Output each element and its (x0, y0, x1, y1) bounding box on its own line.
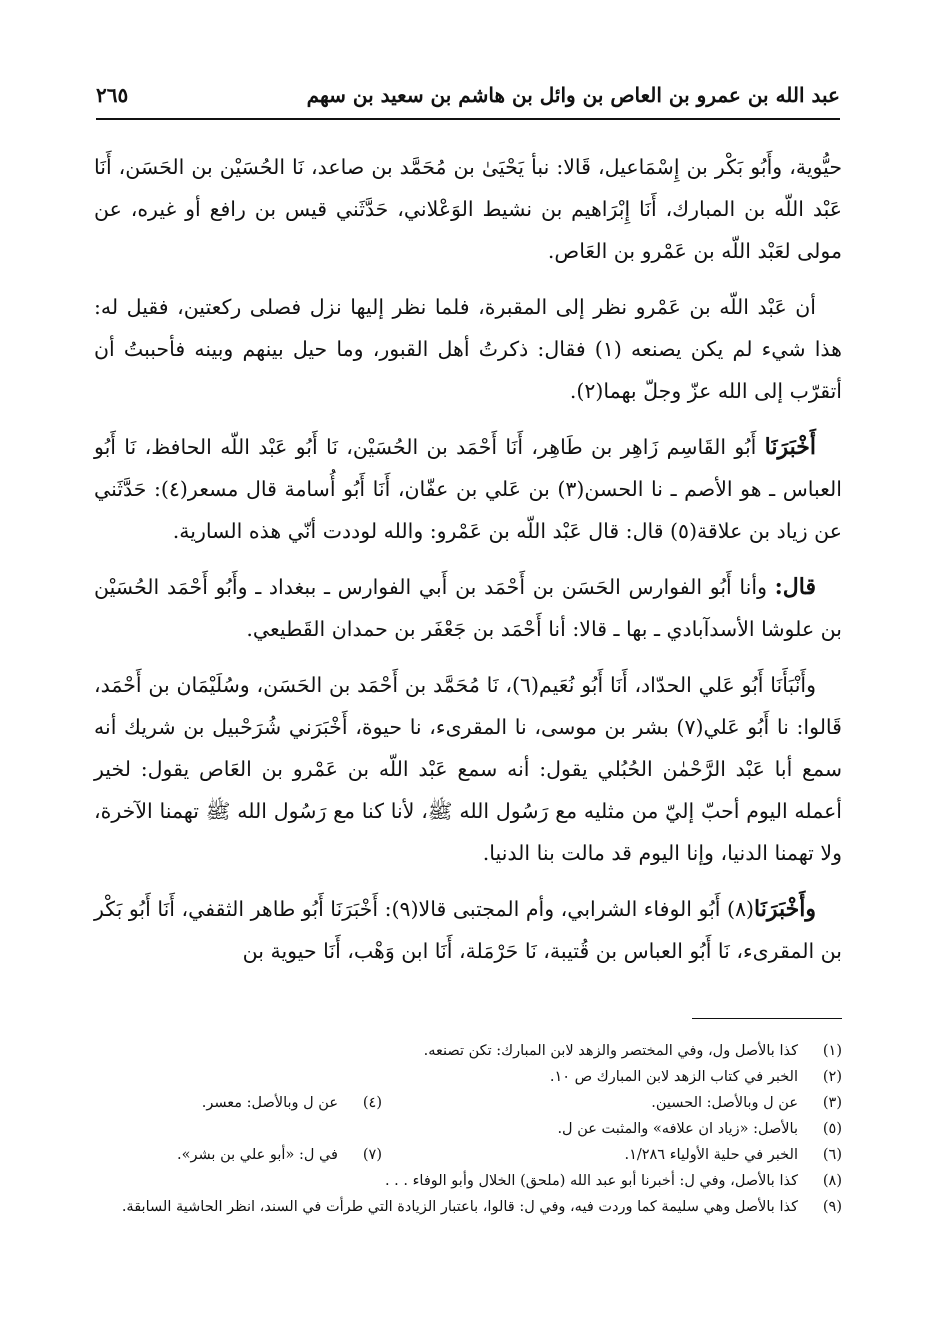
paragraph-text: أن عَبْد اللّه بن عَمْرو نظر إلى المقبرة، فلما نظر إليها نزل فصلى ركعتين، فقيل له: هذا شيء لم يكن يصنعه (١) فقال: ذكرتُ أهل القبور، وما حيل بينهم وبينه فأحببتُ أن أتقرّب إلى الله عزّ وجلّ بهما(٢). (94, 295, 842, 403)
footnote-text: الخبر في كتاب الزهد لابن المبارك ص ١٠. (549, 1069, 798, 1085)
footnote-number: (٣) (822, 1095, 842, 1111)
footnote-text: كذا بالأصل وهي سليمة كما وردت فيه، وفي ل: قالوا، باعتبار الزيادة التي طرأت في السند، انظر الحاشية السابقة. (121, 1199, 798, 1215)
footnote-number: (٨) (822, 1173, 842, 1189)
footnote-number: (٢) (822, 1069, 842, 1085)
paragraph (94, 146, 842, 272)
header-rule (96, 118, 840, 120)
footnote (202, 1090, 382, 1116)
footnote-text: عن ل وبالأصل: الحسين. (651, 1095, 798, 1111)
footnote-text: بالأصل: «زياد ان علافه» والمثبت عن ل. (557, 1121, 798, 1137)
footnote-pair (94, 1142, 842, 1168)
paragraph-text: (٨) أَبُو الوفاء الشرابي، وأم المجتبى قالا(٩): أَخْبَرَنَا أَبُو طاهر الثقفي، أَنَا أَبُو بَكْر بن المقرىء، نَا أَبُو العباس بن قُتيبة، نَا حَرْمَلة، أَنَا ابن وَهْب، أَنَا حيوية بن (93, 897, 842, 963)
footnote (94, 1064, 842, 1090)
paragraph-lead: أَخْبَرَنَا (764, 434, 816, 460)
footnote-number: (٧) (362, 1147, 382, 1163)
footnote (382, 1142, 842, 1168)
paragraph (94, 286, 842, 412)
footnote (382, 1090, 842, 1116)
footnote-pair (94, 1090, 842, 1116)
footnote (94, 1116, 842, 1142)
footnote-text: عن ل وبالأصل: معسر. (201, 1095, 338, 1111)
footnote-number: (٦) (822, 1147, 842, 1163)
footnote-number: (١) (822, 1043, 842, 1059)
footnote-text: كذا بالأصل، وفي ل: أخبرنا أبو عبد الله (ملحق) الخلال وأبو الوفاء . . . (384, 1173, 798, 1189)
footnote (94, 1168, 842, 1194)
main-text (94, 146, 842, 986)
footnote-text: كذا بالأصل ول، وفي المختصر والزهد لابن المبارك: تكن تصنعه. (423, 1043, 798, 1059)
footnote-separator (692, 1018, 842, 1019)
paragraph (94, 664, 842, 874)
paragraph-lead: وأَخْبَرَنَا (754, 896, 816, 922)
header-title: عبد الله بن عمرو بن العاص بن وائل بن هاشم بن سعيد بن سهم (306, 83, 840, 107)
footnote-number: (٩) (822, 1199, 842, 1215)
footnote (94, 1194, 842, 1220)
footnote (94, 1038, 842, 1064)
footnote-text: الخبر في حلية الأولياء ١/٢٨٦. (624, 1147, 798, 1163)
footnote-number: (٥) (822, 1121, 842, 1137)
paragraph-text: أَبُو القَاسِم زَاهِر بن طَاهِر، أَنَا أَحْمَد بن الحُسَيْن، نَا أَبُو عَبْد اللّه الحافظ، نَا أَبُو العباس ـ هو الأصم ـ نا الحسن(٣) بن عَلي بن عفّان، أَنَا أَبُو أُسامة قال مسعر(٤): حَدَّثَني عن زياد بن علاقة(٥) قال: قال عَبْد اللّه بن عَمْرو: والله لوددت أنّي هذه السارية. (94, 435, 842, 543)
footnote-text: في ل: «أبو علي بن بشر». (177, 1147, 338, 1163)
paragraph (94, 426, 842, 552)
page-number: ٢٦٥ (96, 83, 129, 107)
running-header (96, 78, 840, 112)
footnote-number: (٤) (362, 1095, 382, 1111)
footnote (177, 1142, 382, 1168)
paragraph-text: وأَنْبَأَنَا أَبُو عَلي الحدّاد، أَنَا أَبُو نُعَيم(٦)، نَا مُحَمَّد بن أَحْمَد بن الحَسَن، وسُلَيْمَان بن أَحْمَد، قَالوا: نا أَبُو عَلي(٧) بشر بن موسى، نا المقرىء، نا حيوة، أَخْبَرَني شُرَحْبيل بن شريك أنه سمع أبا عَبْد الرَّحْمٰن الحُبُلي يقول: أنه سمع عَبْد اللّه بن عَمْرو بن العَاص يقول: لخير أعمله اليوم أحبّ إليّ من مثليه مع رَسُول الله ﷺ، لأنا كنا مع رَسُول الله ﷺ تهمنا الآخرة، ولا تهمنا الدنيا، وإنا اليوم قد مالت بنا الدنيا. (94, 673, 842, 865)
paragraph-lead: قال: (774, 574, 816, 600)
paragraph (94, 888, 842, 972)
paragraph-text: وأنا أَبُو الفوارس الحَسَن بن أَحْمَد بن أَبي الفوارس ـ ببغداد ـ وأَبُو أَحْمَد الحُسَيْن بن علوشا الأسدآبادي ـ بها ـ قالا: أنا أَحْمَد بن جَعْفَر بن حمدان القَطيعي. (94, 575, 842, 641)
paragraph-text: حيُّوية، وأَبُو بَكْر بن إِسْمَاعيل، قَالا: نبأ يَحْيَىٰ بن مُحَمَّد بن صاعد، نَا الحُسَيْن بن الحَسَن، أَنَا عَبْد اللّه بن المبارك، أَنَا إِبْرَاهيم بن نشيط الوَعْلاني، حَدَّثَني قيس بن رافع أو غيره، عن مولى لعَبْد اللّه بن عَمْرو بن العَاص. (94, 155, 842, 263)
footnotes (94, 1038, 842, 1220)
paragraph (94, 566, 842, 650)
